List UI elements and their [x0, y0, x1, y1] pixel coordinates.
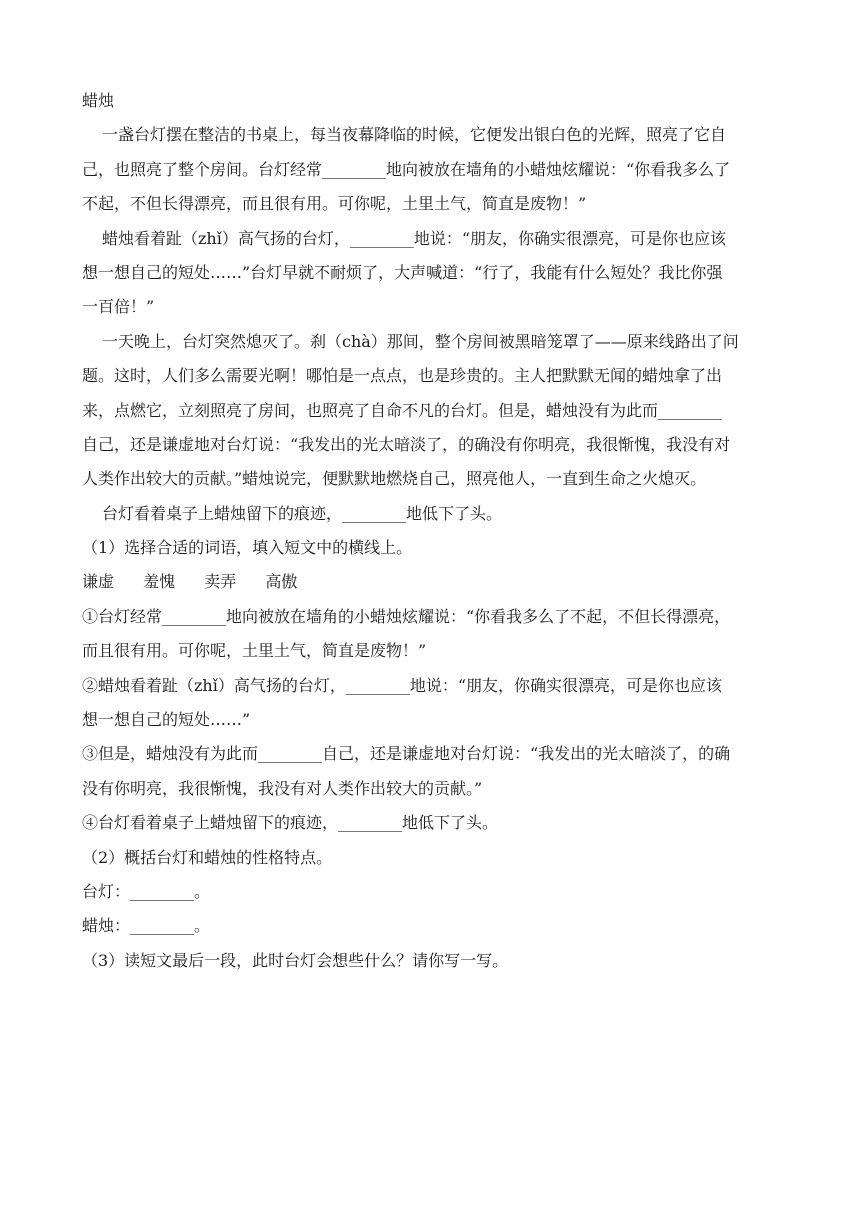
story-title: 蜡烛: [82, 91, 115, 110]
question-1-line: ③但是，蜡烛没有为此而________自己，还是谦虚地对台灯说：“我发出的光太暗淡了，的确: [82, 744, 731, 764]
question-1: [82, 531, 800, 841]
question-2-label: （2）概括台灯和蜡烛的性格特点。: [82, 847, 333, 867]
story-line: 一盏台灯摆在整洁的书桌上，每当夜幕降临的时候，它便发出银白色的光辉，照亮了它自: [102, 125, 727, 145]
word-bank: [82, 565, 800, 599]
question-1-line: 没有你明亮，我很惭愧，我没有对人类作出较大的贡献。”: [82, 778, 483, 798]
story-line: 己，也照亮了整个房间。台灯经常________地向被放在墙角的小蜡烛炫耀说：“你看我多么了: [82, 159, 731, 179]
story-line: 不起，不但长得漂亮，而且很有用。可你呢，土里土气，简直是废物！”: [82, 194, 587, 214]
story-line: 想一想自己的短处……”台灯早就不耐烦了，大声喊道：“行了，我能有什么短处？我比你强: [82, 262, 723, 282]
question-3-label: （3）读短文最后一段，此时台灯会想些什么？请你写一写。: [82, 950, 509, 970]
story-line: 蜡烛看着趾（zhǐ）高气扬的台灯，________地说：“朋友，你确实很漂亮，可是你也应该: [102, 228, 727, 248]
story-line: 一百倍！”: [82, 297, 155, 317]
question-1-line: ①台灯经常________地向被放在墙角的小蜡烛炫耀说：“你看我多么了不起，不但长得漂亮，: [82, 606, 731, 626]
candle-answer-line: 蜡烛：________。: [82, 916, 211, 936]
word-option: 羞愧: [143, 572, 176, 592]
story-line: 题。这时，人们多么需要光啊！哪怕是一点点，也是珍贵的。主人把默默无闻的蜡烛拿了出: [82, 366, 723, 386]
word-option: 谦虚: [82, 572, 115, 592]
question-1-label: （1）选择合适的词语，填入短文中的横线上。: [82, 538, 413, 558]
story-line: 人类作出较大的贡献。”蜡烛说完，便默默地燃烧自己，照亮他人，一直到生命之火熄灭。: [82, 469, 707, 489]
story-body: [82, 118, 800, 531]
question-2: [82, 841, 800, 944]
question-1-line: ④台灯看着桌子上蜡烛留下的痕迹，________地低下了头。: [82, 813, 499, 833]
question-1-line: 想一想自己的短处……”: [82, 710, 251, 730]
question-1-line: 而且很有用。可你呢，土里土气，简直是废物！”: [82, 641, 427, 661]
story-line: 一天晚上，台灯突然熄灭了。刹（chà）那间，整个房间被黑暗笼罩了——原来线路出了问: [102, 331, 739, 351]
word-option: 卖弄: [204, 572, 237, 592]
story-line: 来，点燃它，立刻照亮了房间，也照亮了自命不凡的台灯。但是，蜡烛没有为此而________: [82, 400, 723, 420]
story-line: 台灯看着桌子上蜡烛留下的痕迹，________地低下了头。: [102, 503, 503, 523]
lamp-answer-line: 台灯：________。: [82, 881, 211, 901]
story-line: 自己，还是谦虚地对台灯说：“我发出的光太暗淡了，的确没有你明亮，我很惭愧，我没有对: [82, 434, 731, 454]
question-3: [82, 944, 800, 978]
word-option: 高傲: [265, 572, 298, 592]
question-1-line: ②蜡烛看着趾（zhǐ）高气扬的台灯，________地说：“朋友，你确实很漂亮，可是你也应该: [82, 675, 723, 695]
